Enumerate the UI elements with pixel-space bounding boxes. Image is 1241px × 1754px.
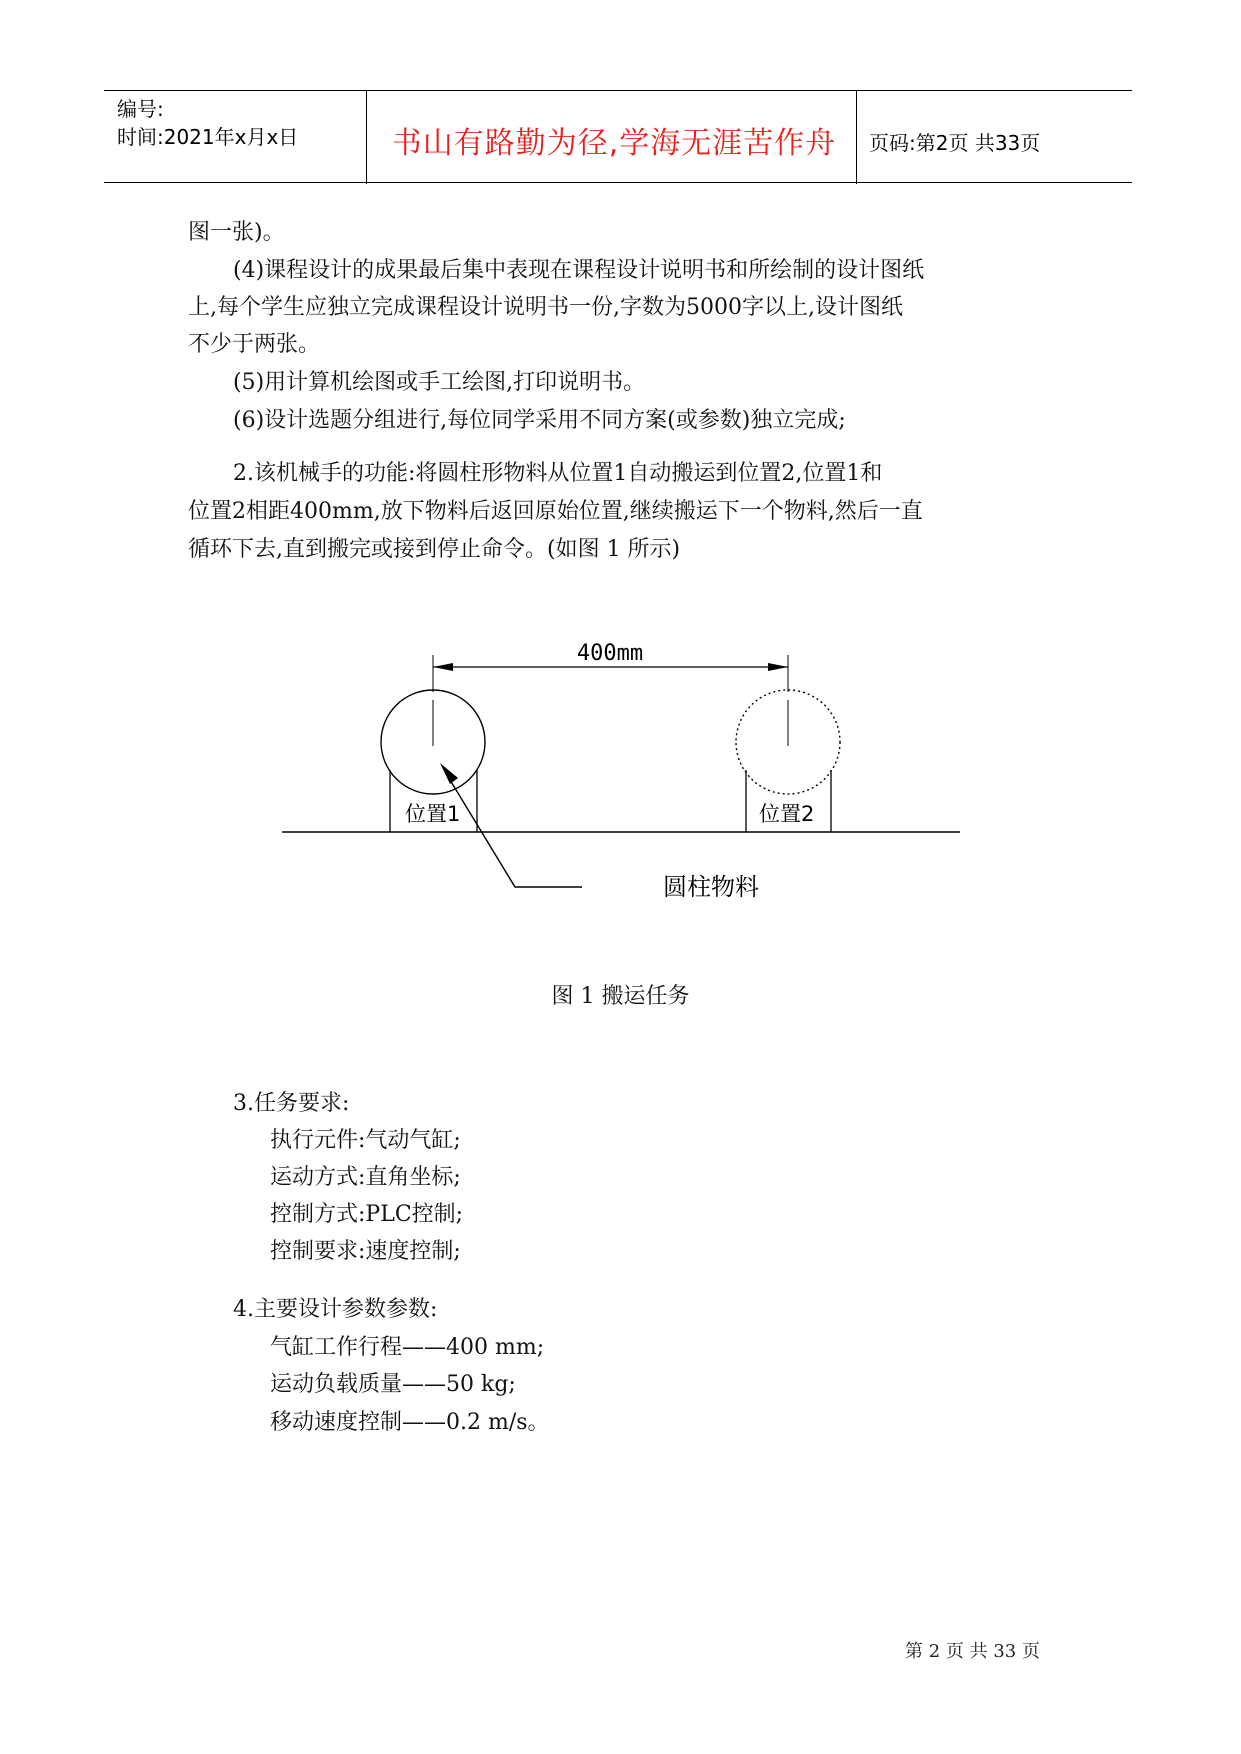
requirement-item: 运动方式:直角坐标; [270,1165,461,1190]
header-page-label: 页码:第2页 共33页 [869,131,1041,155]
paragraph-line: 不少于两张。 [188,332,321,357]
header-bottom-rule [104,182,1132,183]
paragraph-line: 2.该机械手的功能:将圆柱形物料从位置1自动搬运到位置2,位置1和 [233,461,883,486]
requirements-heading: 3.任务要求: [233,1091,350,1116]
dimension-arrow-right [768,663,788,671]
requirement-item: 控制要求:速度控制; [270,1239,461,1264]
position-2-label: 位置2 [759,802,815,826]
figure-caption: 图 1 搬运任务 [551,984,690,1009]
parameter-item: 运动负载质量——50 kg; [270,1372,516,1397]
callout-label: 圆柱物料 [663,873,759,901]
header-top-rule [104,90,1132,91]
position-1-label: 位置1 [405,802,461,826]
paragraph-line: 上,每个学生应独立完成课程设计说明书一份,字数为5000字以上,设计图纸 [188,295,903,320]
paragraph-line: (6)设计选题分组进行,每位同学采用不同方案(或参数)独立完成; [233,408,846,433]
header-divider-left [366,90,367,184]
callout-leader [447,775,582,887]
dimension-arrow-left [433,663,453,671]
paragraph-line: 循环下去,直到搬完或接到停止命令。(如图 1 所示) [188,537,681,562]
dimension-label: 400mm [576,641,644,666]
header-number-label: 编号: [117,97,164,121]
parameters-heading: 4.主要设计参数参数: [233,1297,438,1322]
paragraph-line: 位置2相距400mm,放下物料后返回原始位置,继续搬运下一个物料,然后一直 [188,499,923,524]
page-footer: 第 2 页 共 33 页 [905,1641,1040,1662]
parameter-item: 气缸工作行程——400 mm; [270,1335,545,1360]
figure-transport-task [270,620,970,920]
requirement-item: 控制方式:PLC控制; [270,1202,464,1227]
header-motto: 书山有路勤为径,学海无涯苦作舟 [391,126,837,161]
requirement-item: 执行元件:气动气缸; [270,1128,461,1153]
callout-arrowhead [440,763,458,784]
paragraph-line: (5)用计算机绘图或手工绘图,打印说明书。 [233,370,646,395]
paragraph-line: (4)课程设计的成果最后集中表现在课程设计说明书和所绘制的设计图纸 [233,258,925,283]
parameter-item: 移动速度控制——0.2 m/s。 [270,1410,550,1435]
paragraph-line: 图一张)。 [188,220,285,245]
header-time-label: 时间:2021年x月x日 [117,125,299,149]
